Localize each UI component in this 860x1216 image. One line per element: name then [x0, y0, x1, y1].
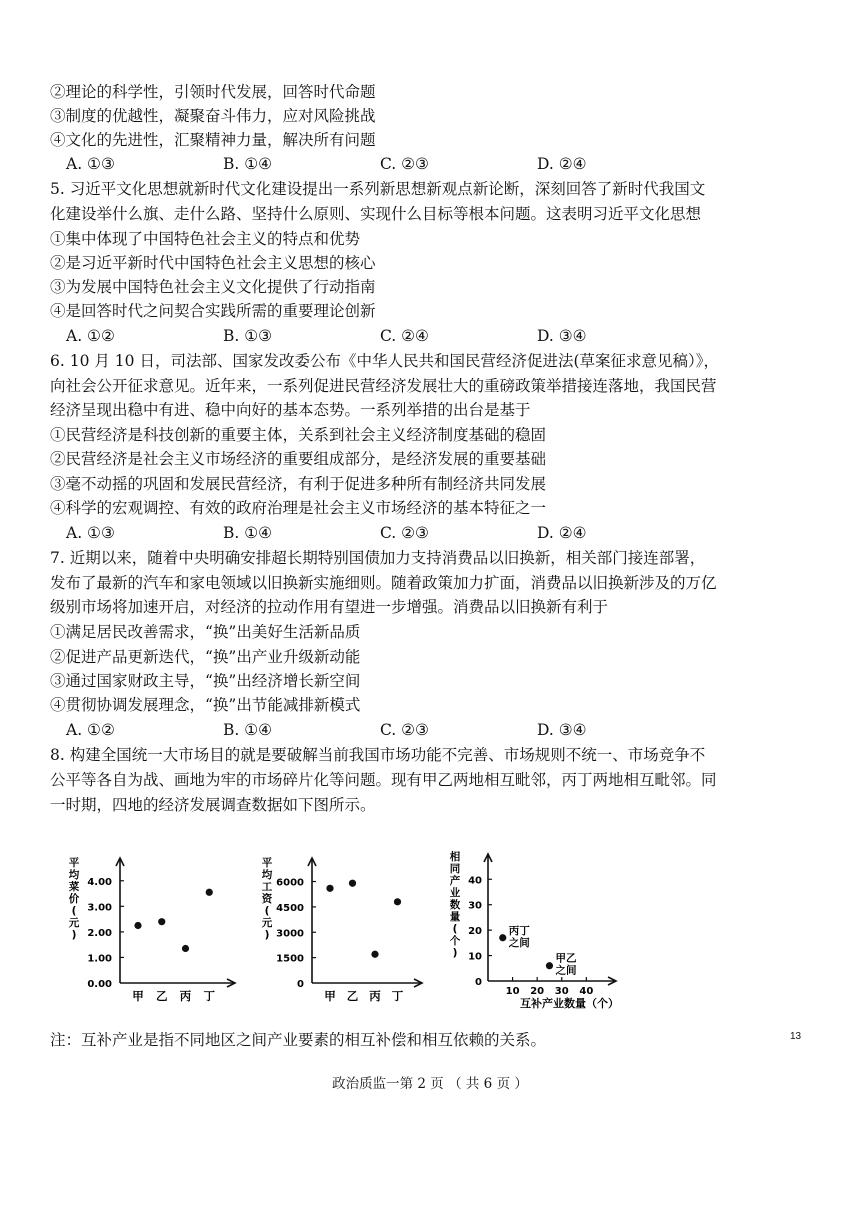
q5-item-2: ②是习近平新时代中国特色社会主义思想的核心 — [50, 254, 376, 272]
chart1-ytick: 1.00 — [87, 953, 112, 965]
chart3-point — [546, 962, 553, 969]
chart3-xtick: 30 — [554, 986, 569, 997]
q5-item-1: ①集中体现了中国特色社会主义的特点和优势 — [50, 230, 361, 248]
chart2-ylabel-char: 元 — [261, 917, 273, 929]
q6-item-1: ①民营经济是科技创新的重要主体，关系到社会主义经济制度基础的稳固 — [50, 426, 547, 444]
q6-item-4: ④科学的宏观调控、有效的政府治理是社会主义市场经济的基本特征之一 — [50, 499, 547, 517]
chart2-xtick: 乙 — [346, 989, 359, 1003]
q4-option-d[interactable]: D. ②④ — [537, 155, 587, 173]
chart3-ytick: 40 — [468, 875, 482, 887]
chart1-xtick: 丁 — [203, 989, 215, 1003]
q6-item-3: ③毫不动摇的巩固和发展民营经济，有利于促进多种所有制经济共同发展 — [50, 475, 547, 493]
chart2-point — [349, 880, 356, 887]
q8-stem-2: 公平等各自为战、画地为牢的市场碎片化等问题。现有甲乙两地相互毗邻，丙丁两地相互毗邻。同 — [50, 771, 717, 789]
q4-option-c[interactable]: C. ②③ — [380, 155, 429, 173]
chart2-ytick: 1500 — [276, 953, 304, 965]
q5-stem-2: 化建设举什么旗、走什么路、坚持什么原则、实现什么目标等根本问题。这表明习近平文化思想 — [50, 205, 702, 223]
q7-stem-3: 级别市场将加速开启，对经济的拉动作用有望进一步增强。消费品以旧换新有利于 — [50, 598, 609, 616]
q7-item-2: ②促进产品更新迭代，“换”出产业升级新动能 — [50, 648, 361, 666]
q7-option-d[interactable]: D. ③④ — [537, 721, 587, 739]
chart3-ylabel-char: 量 — [449, 911, 461, 923]
chart2-ylabel-char: 均 — [261, 869, 273, 881]
chart3-ylabel-char: ) — [452, 947, 458, 959]
chart1-point — [158, 918, 165, 925]
chart1-ylabel-char: 菜 — [68, 881, 80, 893]
chart3-ylabel-char: 业 — [449, 887, 461, 899]
q8-note: 注：互补产业是指不同地区之间产业要素的相互补偿和相互依赖的关系。 — [50, 1031, 547, 1049]
chart2-xtick: 丙 — [369, 989, 381, 1003]
chart1-ytick: 2.00 — [87, 927, 112, 939]
chart3-point — [499, 934, 506, 941]
q8-stem-3: 一时期，四地的经济发展调查数据如下图所示。 — [50, 796, 376, 814]
chart2-point — [394, 898, 401, 905]
q5-item-4: ④是回答时代之问契合实践所需的重要理论创新 — [50, 302, 376, 320]
chart3-ylabel-char: 相 — [449, 851, 461, 863]
chart3-xtick: 10 — [505, 986, 520, 997]
q4-item-3: ③制度的优越性，凝聚奋斗伟力，应对风险挑战 — [50, 107, 376, 125]
q6-item-2: ②民营经济是社会主义市场经济的重要组成部分，是经济发展的重要基础 — [50, 450, 547, 468]
q7-option-a[interactable]: A. ①② — [66, 721, 115, 739]
chart3-ylabel-char: 个 — [449, 935, 461, 947]
chart2-ylabel-char: ( — [264, 905, 270, 917]
chart1-ylabel-char: 元 — [68, 917, 80, 929]
chart1-ytick: 3.00 — [87, 902, 112, 914]
q5-option-a[interactable]: A. ①② — [66, 327, 115, 345]
chart1-ylabel-char: 平 — [68, 857, 80, 869]
q5-stem-1: 5. 习近平文化思想就新时代文化建设提出一系列新思想新观点新论断，深刻回答了新时代我国文 — [50, 180, 706, 198]
q4-option-b[interactable]: B. ①④ — [223, 155, 273, 173]
chart1-ylabel-char: ) — [71, 929, 77, 941]
chart3-ytick: 0 — [475, 977, 482, 988]
chart2-point — [326, 885, 333, 892]
chart3-ytick: 10 — [468, 951, 482, 963]
q5-option-b[interactable]: B. ①③ — [223, 327, 273, 345]
chart1-point — [206, 889, 213, 896]
chart2-ylabel-char: 平 — [261, 857, 273, 869]
chart2-ytick: 4500 — [276, 902, 304, 914]
page-footer: 政治质监一第 2 页 （ 共 6 页 ） — [332, 1076, 528, 1092]
q6-stem-2: 向社会公开征求意见。近年来，一系列促进民营经济发展壮大的重磅政策举措接连落地，我国民营 — [50, 377, 717, 395]
chart1-xtick: 丙 — [179, 989, 192, 1003]
chart2-xtick: 丁 — [391, 989, 404, 1003]
chart2-ytick: 6000 — [276, 877, 304, 889]
q8-charts — [60, 850, 640, 1010]
q7-option-b[interactable]: B. ①④ — [223, 721, 273, 739]
q6-stem-3: 经济呈现出稳中有进、稳中向好的基本态势。一系列举措的出台是基于 — [50, 401, 531, 419]
chart3-ylabel-char: ( — [452, 923, 458, 935]
q5-option-d[interactable]: D. ③④ — [537, 327, 587, 345]
chart3-point-label: 之间 — [508, 936, 530, 949]
chart3-point-label: 之间 — [555, 964, 577, 977]
q8-stem-1: 8. 构建全国统一大市场目的就是要破解当前我国市场功能不完善、市场规则不统一、市场竞争不 — [50, 746, 706, 764]
chart2-ylabel-char: 资 — [261, 893, 273, 905]
chart3-point-label: 丙丁 — [508, 924, 530, 937]
chart1-ytick: 0.00 — [87, 979, 112, 990]
q7-item-4: ④贯彻协调发展理念，“换”出节能减排新模式 — [50, 696, 361, 714]
chart3-xlabel: 互补产业数量（个） — [520, 997, 619, 1010]
q4-option-a[interactable]: A. ①③ — [66, 155, 115, 173]
q6-option-b[interactable]: B. ①④ — [223, 524, 273, 542]
chart1-ytick: 4.00 — [87, 876, 112, 888]
q5-item-3: ③为发展中国特色社会主义文化提供了行动指南 — [50, 278, 376, 296]
chart3-ylabel-char: 同 — [449, 863, 461, 875]
chart3-ytick: 30 — [468, 900, 482, 912]
chart2-point — [371, 951, 378, 958]
q4-item-2: ②理论的科学性，引领时代发展，回答时代命题 — [50, 83, 376, 101]
chart1-ylabel-char: ( — [71, 905, 77, 917]
q6-stem-1: 6. 10 月 10 日，司法部、国家发改委公布《中华人民共和国民营经济促进法(草案征求意见稿）》， — [50, 352, 719, 370]
chart3-xtick: 40 — [579, 986, 594, 997]
chart3-ytick: 20 — [468, 926, 482, 938]
q6-option-c[interactable]: C. ②③ — [380, 524, 429, 542]
q7-stem-1: 7. 近期以来，随着中央明确安排超长期特别国债加力支持消费品以旧换新，相关部门接连部署， — [50, 549, 706, 567]
chart1-ylabel-char: 均 — [68, 869, 80, 881]
chart1-ylabel-char: 价 — [68, 893, 80, 905]
chart3-xtick: 20 — [530, 986, 545, 997]
q7-stem-2: 发布了最新的汽车和家电领域以旧换新实施细则。随着政策加力扩面，消费品以旧换新涉及的万亿 — [50, 574, 717, 592]
chart1-xtick: 乙 — [156, 989, 168, 1003]
q6-option-a[interactable]: A. ①③ — [66, 524, 115, 542]
chart2-ytick: 0 — [297, 979, 304, 990]
page-number-mark: 13 — [790, 1031, 802, 1042]
chart2-ylabel-char: ) — [264, 929, 270, 941]
q6-option-d[interactable]: D. ②④ — [537, 524, 587, 542]
q4-item-4: ④文化的先进性，汇聚精神力量，解决所有问题 — [50, 131, 376, 149]
chart1-xtick: 甲 — [132, 989, 144, 1003]
q7-option-c[interactable]: C. ②③ — [380, 721, 429, 739]
chart3-ylabel-char: 产 — [449, 875, 461, 887]
chart2-ytick: 3000 — [276, 928, 304, 940]
chart3-ylabel-char: 数 — [449, 899, 461, 911]
chart2-ylabel-char: 工 — [261, 881, 273, 893]
chart1-point — [182, 945, 189, 952]
q5-option-c[interactable]: C. ②④ — [380, 327, 429, 345]
chart1-point — [134, 922, 141, 929]
q7-item-3: ③通过国家财政主导，“换”出经济增长新空间 — [50, 672, 361, 690]
chart3-point-label: 甲乙 — [555, 952, 577, 965]
q8-charts-svg — [60, 850, 640, 1010]
q7-item-1: ①满足居民改善需求，“换”出美好生活新品质 — [50, 623, 361, 641]
chart2-xtick: 甲 — [324, 989, 336, 1003]
